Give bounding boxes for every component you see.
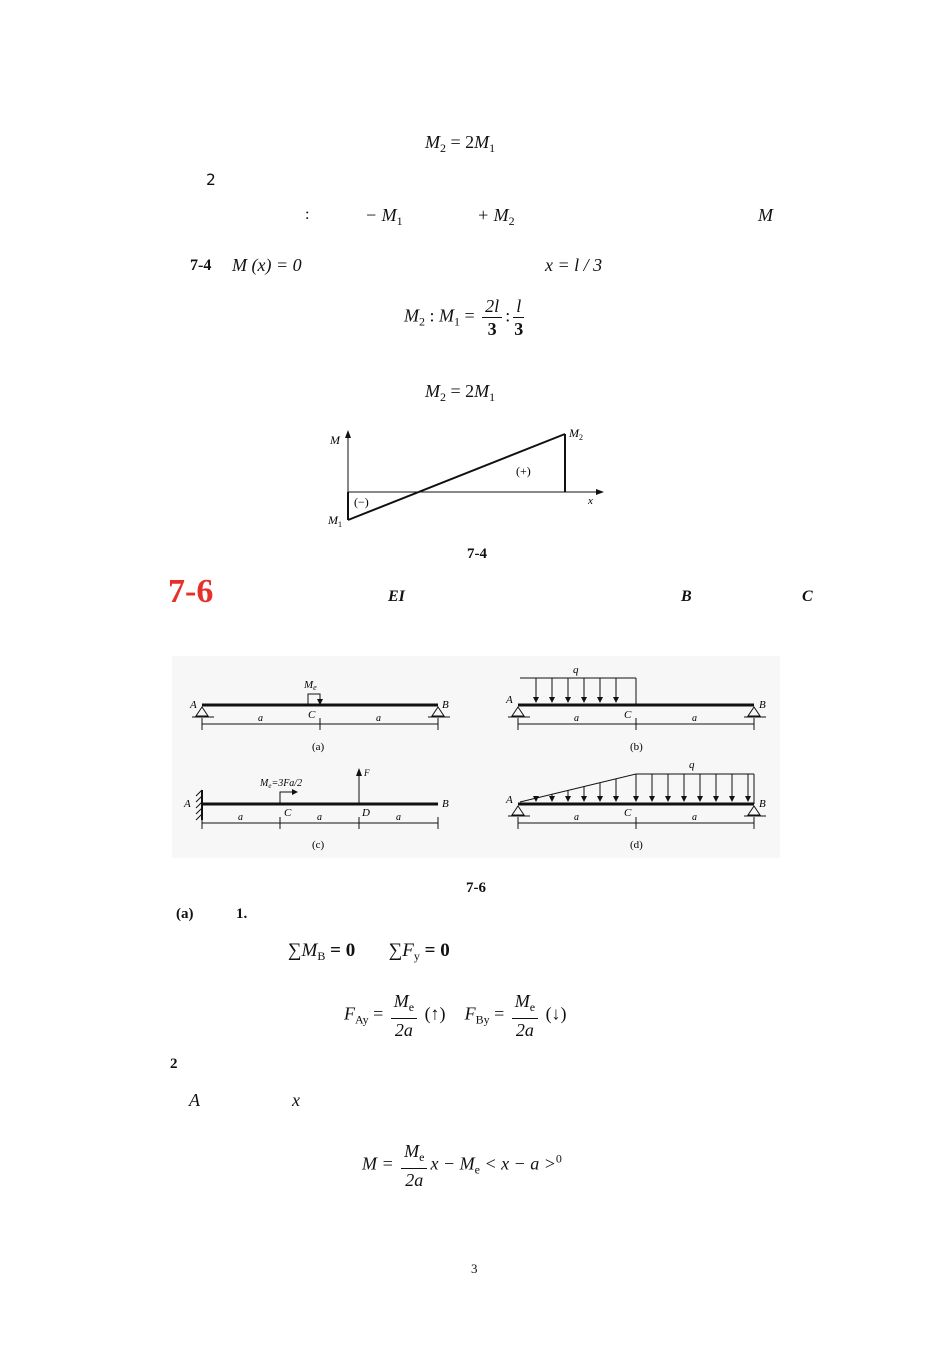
frac-num-sub: e [408,1000,415,1014]
frac-den: 2a [405,1170,424,1190]
sum-moment: ∑M [288,940,318,961]
x-value-expr: x = l / 3 [545,255,603,275]
problem-number: 7-6 [168,573,214,610]
label-b: B [759,699,766,711]
solution-step-1: 1. [236,906,248,922]
frac-den: 2a [394,1020,413,1040]
dim-a: a [258,713,263,724]
fraction-me-2a [401,1140,427,1191]
dim-a: a [317,812,322,823]
label-b: B [442,699,449,711]
dim-a: a [692,713,697,724]
eq-sign: = [373,1003,384,1024]
eq-sub: 2 [440,390,446,404]
solution-part-a: (a) [176,906,194,922]
sum-force-eq: = 0 [419,940,450,961]
moment-term-sub: e [474,1162,480,1177]
frac-num-sub: e [529,1000,536,1014]
eq-sign: = [494,1003,505,1024]
eq-sub: 2 [440,141,446,155]
ratio-sep: : [505,305,511,326]
tag-b: (b) [630,741,643,753]
moment-line [348,434,565,520]
label-q: q [573,664,579,676]
b-label: B [681,588,692,605]
eq-symbol: M [425,132,440,152]
eq-sub: 1 [489,390,496,404]
positive-region-label: (+) [516,464,531,478]
moment-equation [362,1140,562,1191]
ratio-mid: M [439,305,455,326]
frac-num: l [513,295,524,318]
singularity-exponent: 0 [555,1151,562,1166]
sign-colon: : [305,206,310,223]
fraction-me-2a [512,990,538,1041]
label-x: x [588,495,593,507]
sum-moment-eq: = 0 [325,940,356,961]
dim-a: a [238,812,243,823]
label-q: q [689,759,695,771]
label-a: A [506,694,513,706]
sum-force-sub: y [413,949,420,963]
frac-num: M [393,991,409,1011]
eq-symbol: M [474,381,490,401]
label-me-c: $M_e=3Fa/2$ [260,778,303,790]
equation-ratio [404,295,527,340]
eq-coef: 2 [465,132,475,152]
figure-7-4-caption: 7-4 [467,546,487,562]
pos-symbol: + M [477,205,509,225]
frac-den: 3 [514,319,524,339]
fa-symbol: F [344,1003,355,1024]
neg-sub: 1 [396,214,403,228]
equation-m2-2m1-top: $M_2 = 2M_1$ [425,132,496,155]
dim-a: a [396,812,401,823]
eq-symbol: M [474,132,490,152]
m-axis-arrow [345,430,351,438]
label-d: D [362,807,370,819]
fb-sub: By [475,1012,490,1027]
ratio-lhs: M [404,305,419,326]
dim-a: a [574,713,579,724]
ratio-lhs-sub: 2 [419,314,425,329]
label-b: B [442,798,449,810]
frac-num: M [404,1141,420,1161]
singularity-term: < x − a > [479,1153,556,1174]
moment-term: x − M [430,1153,475,1174]
ratio-colon: : [429,305,435,326]
positive-m2 [477,205,515,229]
negative-m1 [365,205,403,229]
label-m1: $M_1$ [328,513,342,529]
ref-7-4: 7-4 [190,257,212,274]
pos-sub: 2 [508,214,515,228]
solution-step-2: 2 [170,1056,178,1072]
label-f: F [364,768,370,778]
frac-num: M [514,991,530,1011]
dim-a: a [692,812,697,823]
dim-a: a [574,812,579,823]
label-c: C [284,807,292,819]
label-m: M [330,433,340,447]
frac-den: 2a [515,1020,534,1040]
label-c: C [624,709,632,721]
moment-zero-expr: M (x) = 0 [232,255,302,275]
step-label-2: 2 [206,170,216,189]
fraction-me-2a [391,990,417,1041]
eq-symbol: M [425,381,440,401]
c-label: C [802,588,813,605]
equilibrium-equations [288,940,450,964]
x-axis-label: x [292,1090,300,1110]
x-axis-arrow [596,489,604,495]
eq-sub: 1 [489,141,496,155]
label-a: A [506,794,513,806]
equation-m2-2m1-mid: $M_2 = 2M_1$ [425,381,496,404]
dim-a: a [376,713,381,724]
label-a: A [184,798,191,810]
page-number: 3 [471,1261,478,1276]
figure-7-6-beams [172,656,780,858]
arrow-down: (↓) [545,1003,567,1024]
neg-symbol: − M [365,205,397,225]
arrow-up: (↑) [424,1003,446,1024]
ratio-eq: = [464,305,475,326]
tag-c: (c) [312,839,325,851]
fb-symbol: F [464,1003,476,1024]
figure-7-6-caption: 7-6 [466,880,486,896]
origin-a-label: A [189,1090,200,1110]
tag-d: (d) [630,839,643,851]
fraction-2l-3 [482,295,502,340]
label-m2: $M_2$ [569,426,583,442]
label-a: A [190,699,197,711]
label-c: C [624,807,632,819]
negative-region-label: (−) [354,495,369,509]
moment-lhs: M = [362,1153,394,1174]
reaction-forces [344,990,567,1041]
fa-sub: Ay [355,1012,369,1027]
eq-coef: 2 [465,381,475,401]
label-me: Me [304,679,317,692]
ei-label: EI [388,588,405,605]
fraction-l-3 [513,295,524,340]
label-c: C [308,709,316,721]
label-b: B [759,798,766,810]
m-symbol: M [758,205,773,225]
frac-num-sub: e [419,1150,425,1164]
figure-7-4-moment-diagram [320,420,620,540]
frac-num: 2l [482,295,502,318]
figure-background [172,656,780,858]
frac-den: 3 [487,319,497,339]
sum-moment-sub: B [317,949,326,963]
tag-a: (a) [312,741,325,753]
ratio-mid-sub: 1 [454,314,461,329]
sum-force: ∑F [388,940,414,961]
